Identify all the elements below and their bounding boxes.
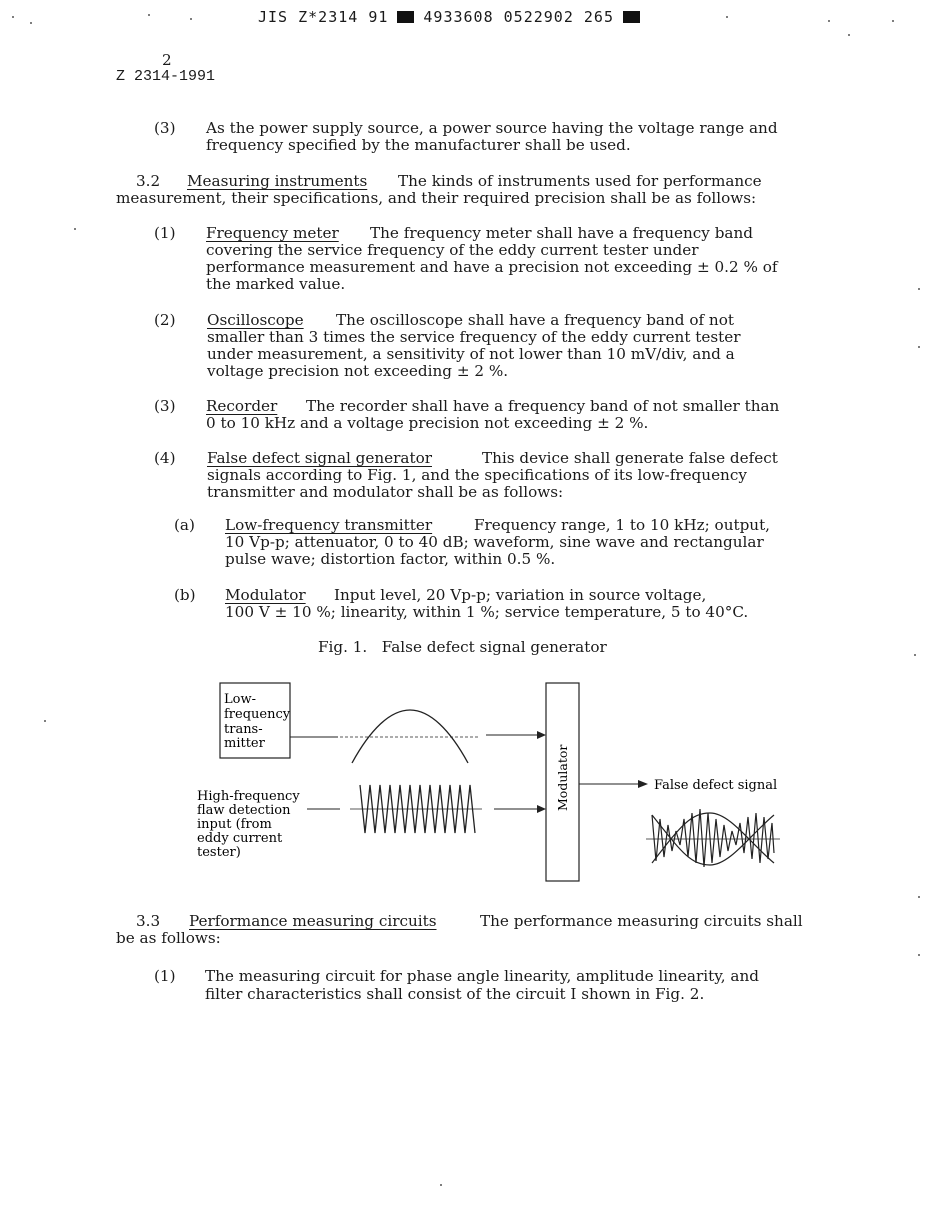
scan-speck — [44, 720, 46, 722]
paragraph-line: 0 to 10 kHz and a voltage precision not exceeding ± 2 %. — [206, 414, 649, 432]
scan-speck — [74, 228, 76, 230]
scan-speck — [190, 18, 192, 20]
hf-label: High-frequency — [197, 789, 300, 804]
output-label: False defect signal — [654, 778, 778, 793]
paragraph-line: The frequency meter shall have a frequency band — [370, 224, 753, 242]
paragraph-line: transmitter and modulator shall be as follows: — [207, 483, 564, 501]
doc-code: JIS Z*2314 91 — [258, 8, 389, 26]
sine-wave — [352, 710, 468, 763]
scan-speck — [726, 16, 728, 18]
item-title: Recorder — [206, 397, 278, 415]
paragraph-line: measurement, their specifications, and their required precision shall be as follows: — [116, 189, 757, 207]
paragraph-line: performance measurement and have a precision not exceeding ± 0.2 % of — [206, 258, 778, 276]
modulator-label: Modulator — [555, 744, 570, 811]
item-title: Oscilloscope — [207, 311, 304, 329]
sublist-letter: (b) — [174, 586, 196, 604]
paragraph-line: under measurement, a sensitivity of not lower than 10 mV/div, and a — [207, 345, 735, 363]
paragraph-line: filter characteristics shall consist of the circuit I shown in Fig. 2. — [205, 985, 705, 1003]
scan-speck — [918, 346, 920, 348]
scan-speck — [892, 20, 894, 22]
paragraph-line: the marked value. — [206, 275, 346, 293]
paragraph-line: 100 V ± 10 %; linearity, within 1 %; service temperature, 5 to 40°C. — [225, 603, 749, 621]
false-defect-signal-diagram — [190, 675, 810, 890]
list-number: (3) — [154, 119, 176, 137]
paragraph-line: Frequency range, 1 to 10 kHz; output, — [474, 516, 771, 534]
item-title: False defect signal generator — [207, 449, 432, 467]
barcode-block-icon — [623, 11, 640, 23]
list-number: (4) — [154, 449, 176, 467]
scan-speck — [148, 14, 150, 16]
scan-speck — [828, 20, 830, 22]
scan-speck — [918, 954, 920, 956]
item-title: Modulator — [225, 586, 306, 604]
section-title: Performance measuring circuits — [189, 912, 437, 930]
list-number: (1) — [154, 967, 176, 985]
scan-speck — [918, 896, 920, 898]
paragraph-line: This device shall generate false defect — [482, 449, 778, 467]
standard-id: Z 2314-1991 — [116, 68, 216, 85]
scan-speck — [440, 1184, 442, 1186]
arrow-head-icon — [638, 780, 648, 788]
scan-speck — [848, 34, 850, 36]
item-title: Frequency meter — [206, 224, 339, 242]
paragraph-line: The oscilloscope shall have a frequency band of not — [336, 311, 734, 329]
scan-speck — [12, 16, 14, 18]
paragraph-line: be as follows: — [116, 929, 221, 947]
section-number: 3.2 — [136, 172, 161, 190]
paragraph-line: The performance measuring circuits shall — [480, 912, 803, 930]
paragraph-line: voltage precision not exceeding ± 2 %. — [207, 362, 509, 380]
paragraph-line: pulse wave; distortion factor, within 0.5 %. — [225, 550, 556, 568]
list-number: (2) — [154, 311, 176, 329]
document-header — [258, 8, 649, 26]
paragraph-line: The recorder shall have a frequency band of not smaller than — [306, 397, 780, 415]
paragraph-line: 10 Vp-p; attenuator, 0 to 40 dB; waveform, sine wave and rectangular — [225, 533, 764, 551]
paragraph-line: frequency specified by the manufacturer shall be used. — [206, 136, 631, 154]
lf-box-label: Low- — [224, 692, 256, 707]
hf-label: eddy current — [197, 831, 283, 846]
section-number: 3.3 — [136, 912, 161, 930]
lf-box-label: frequency — [224, 707, 291, 722]
paragraph-line: Input level, 20 Vp-p; variation in source voltage, — [334, 586, 707, 604]
arrow-head-icon — [537, 731, 546, 739]
item-title: Low-frequency transmitter — [225, 516, 433, 534]
sublist-letter: (a) — [174, 516, 195, 534]
section-title: Measuring instruments — [187, 172, 368, 190]
page-number: 2 — [162, 51, 172, 69]
paragraph-line: signals according to Fig. 1, and the specifications of its low-frequency — [207, 466, 747, 484]
paragraph-line: The kinds of instruments used for performance — [398, 172, 762, 190]
paragraph-line: covering the service frequency of the eddy current tester under — [206, 241, 699, 259]
paragraph-line: As the power supply source, a power source having the voltage range and — [206, 119, 778, 137]
arrow-head-icon — [537, 805, 546, 813]
lf-box-label: trans- — [224, 722, 263, 737]
hf-label: input (from — [197, 817, 272, 832]
paragraph-line: smaller than 3 times the service frequency of the eddy current tester — [207, 328, 741, 346]
list-number: (1) — [154, 224, 176, 242]
figure-caption: Fig. 1. False defect signal generator — [318, 638, 607, 656]
lf-box-label: mitter — [224, 736, 265, 751]
paragraph-line: The measuring circuit for phase angle linearity, amplitude linearity, and — [205, 967, 759, 985]
hf-label: tester) — [197, 845, 241, 860]
barcode-block-icon — [397, 11, 414, 23]
barcode-number: 4933608 0522902 265 — [423, 8, 614, 26]
list-number: (3) — [154, 397, 176, 415]
scan-speck — [914, 654, 916, 656]
scan-speck — [30, 22, 32, 24]
modulated-wave — [646, 809, 780, 867]
hf-label: flaw detection — [197, 803, 291, 818]
scan-speck — [918, 288, 920, 290]
